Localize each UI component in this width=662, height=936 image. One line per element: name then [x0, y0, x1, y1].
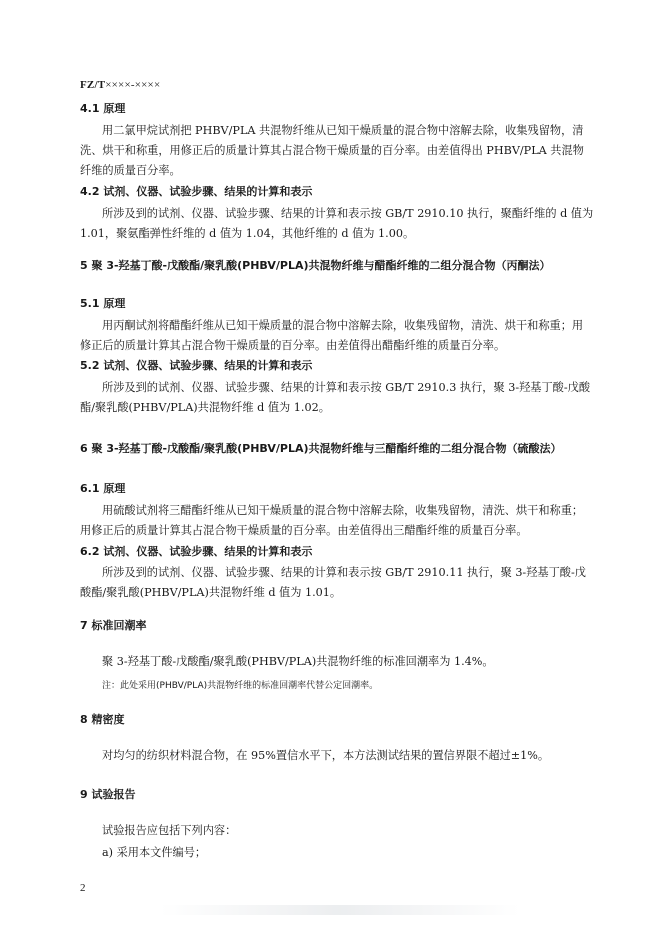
page-number: 2 — [80, 882, 86, 894]
text-line-s42-title: 4.2 试剂、仪器、试验步骤、结果的计算和表示 — [80, 185, 313, 198]
text-line-s7-note: 注：此处采用(PHBV/PLA)共混物纤维的标准回潮率代替公定回潮率。 — [102, 681, 379, 691]
standard-code-prefix: FZ/T — [80, 79, 106, 91]
standard-code — [80, 79, 160, 91]
text-line-s61-p1: 用硫酸试剂将三醋酯纤维从已知干燥质量的混合物中溶解去除，收集残留物，清洗、烘干和称重； — [102, 504, 584, 517]
watermark-band — [160, 905, 520, 915]
text-line-s52-title: 5.2 试剂、仪器、试验步骤、结果的计算和表示 — [80, 359, 313, 372]
text-line-s51-p1: 用丙酮试剂将醋酯纤维从已知干燥质量的混合物中溶解去除，收集残留物，清洗、烘干和称重；用 — [102, 319, 584, 332]
text-line-s9-a: a) 采用本文件编号； — [102, 846, 207, 859]
text-line-s61-title: 6.1 原理 — [80, 482, 126, 495]
text-line-s5-title: 5 聚 3-羟基丁酸-戊酸酯/聚乳酸(PHBV/PLA)共混物纤维与醋酯纤维的二组分混合物（丙酮法） — [80, 259, 551, 272]
text-line-s52-p2: 酯/聚乳酸(PHBV/PLA)共混物纤维 d 值为 1.02。 — [80, 401, 330, 414]
text-line-s41-p2: 洗、烘干和称重，用修正后的质量计算其占混合物干燥质量的百分率。由差值得出 PHBV/PLA 共混物 — [80, 144, 584, 157]
text-line-s62-p1: 所涉及到的试剂、仪器、试验步骤、结果的计算和表示按 GB/T 2910.11 执行，聚 3-羟基丁酸-戊 — [102, 566, 586, 579]
text-line-s62-p2: 酸酯/聚乳酸(PHBV/PLA)共混物纤维 d 值为 1.01。 — [80, 586, 342, 599]
text-line-s8-title: 8 精密度 — [80, 713, 125, 726]
text-line-s51-p2: 修正后的质量计算其占混合物干燥质量的百分率。由差值得出醋酯纤维的质量百分率。 — [80, 339, 506, 352]
text-line-s51-title: 5.1 原理 — [80, 297, 126, 310]
text-line-s42-p2: 1.01，聚氨酯弹性纤维的 d 值为 1.04，其他纤维的 d 值为 1.00。 — [80, 227, 415, 240]
text-line-s7-p1: 聚 3-羟基丁酸-戊酸酯/聚乳酸(PHBV/PLA)共混物纤维的标准回潮率为 1.4%。 — [102, 655, 494, 668]
text-line-s41-title: 4.1 原理 — [80, 102, 126, 115]
text-line-s42-p1: 所涉及到的试剂、仪器、试验步骤、结果的计算和表示按 GB/T 2910.10 执行，聚酯纤维的 d 值为 — [102, 207, 594, 220]
text-line-s8-p1: 对均匀的纺织材料混合物，在 95%置信水平下，本方法测试结果的置信界限不超过±1%。 — [102, 749, 550, 762]
text-line-s61-p2: 用修正后的质量计算其占混合物干燥质量的百分率。由差值得出三醋酯纤维的质量百分率。 — [80, 524, 528, 537]
text-line-s41-p3: 纤维的质量百分率。 — [80, 164, 181, 177]
text-line-s7-title: 7 标准回潮率 — [80, 619, 147, 632]
text-line-s52-p1: 所涉及到的试剂、仪器、试验步骤、结果的计算和表示按 GB/T 2910.3 执行，聚 3-羟基丁酸-戊酸 — [102, 381, 591, 394]
text-line-s41-p1: 用二氯甲烷试剂把 PHBV/PLA 共混物纤维从已知干燥质量的混合物中溶解去除，收集残留物，清 — [102, 124, 584, 137]
standard-code-suffix: ××××-×××× — [105, 79, 161, 91]
text-line-s6-title: 6 聚 3-羟基丁酸-戊酸酯/聚乳酸(PHBV/PLA)共混物纤维与三醋酯纤维的二组分混合物（硫酸法） — [80, 442, 562, 455]
text-line-s9-p1: 试验报告应包括下列内容： — [102, 824, 237, 837]
text-line-s9-title: 9 试验报告 — [80, 788, 136, 801]
text-line-s62-title: 6.2 试剂、仪器、试验步骤、结果的计算和表示 — [80, 545, 313, 558]
